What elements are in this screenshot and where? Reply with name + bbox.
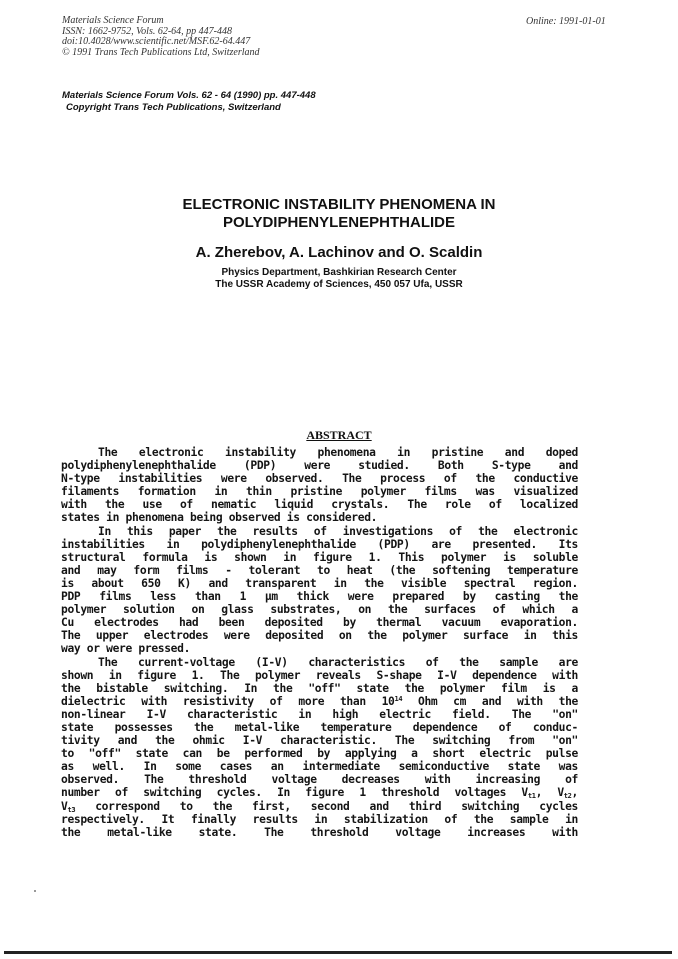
body-line: to "off" state can be performed by applying a short electric pulse	[61, 747, 578, 761]
body-line: structural formula is shown in figure 1. This polymer is soluble	[61, 550, 578, 564]
subscript: t1	[527, 792, 536, 800]
body-text: dielectric with resistivity of more than 10	[61, 694, 395, 708]
author-list: A. Zherebov, A. Lachinov and O. Scaldin	[195, 244, 483, 261]
body-line-cycles	[61, 800, 578, 813]
body-line: state possesses the metal-like temperature dependence of conduc-	[61, 720, 578, 734]
body-line: states in phenomena being observed is considered.	[61, 511, 378, 525]
body-line: PDP films less than 1 μm thick were prepared by casting the	[61, 590, 578, 604]
footer-rule	[4, 951, 672, 954]
body-line: non-linear I-V characteristic in high electric field. The "on"	[61, 707, 578, 721]
body-line: polydiphenylenephthalide (PDP) were studied. Both S-type and	[61, 459, 578, 473]
body-text: , V	[535, 786, 564, 800]
body-line: The current-voltage (I-V) characteristics of the sample are	[98, 655, 578, 669]
body-line: is about 650 K) and transparent in the visible spectral region.	[61, 576, 578, 590]
header-line-issn: ISSN: 1662-9752, Vols. 62-64, pp 447-448	[62, 25, 232, 37]
journal-copyright-line: Copyright Trans Tech Publications, Switzerland	[66, 102, 281, 113]
body-line: Cu electrodes had been deposited by thermal vacuum evaporation.	[61, 616, 578, 630]
paper-body	[61, 446, 578, 839]
journal-citation	[62, 90, 316, 114]
body-line: instabilities in polydiphenylenephthalide (PDP) are presented. Its	[61, 537, 578, 551]
body-text: Ohm cm and with the	[402, 694, 578, 708]
abstract-heading: ABSTRACT	[306, 428, 372, 442]
publication-header	[62, 16, 260, 58]
affiliation-line-2: The USSR Academy of Sciences, 450 057 Ufa, USSR	[215, 279, 463, 290]
body-line-thresholds	[61, 786, 578, 799]
affiliation	[0, 267, 678, 291]
body-text: V	[61, 799, 68, 813]
body-text: ,	[571, 786, 578, 800]
body-line-resistivity	[61, 695, 578, 708]
body-line: observed. The threshold voltage decreases with increasing of	[61, 773, 578, 787]
body-line: shown in figure 1. The polymer reveals S-shape I-V dependence with	[61, 668, 578, 682]
header-line-journal: Materials Science Forum	[62, 15, 164, 26]
exponent: 14	[394, 694, 403, 703]
body-line: the metal-like state. The threshold voltage increases with	[61, 825, 578, 839]
title-line-2: POLYDIPHENYLENEPHTHALIDE	[223, 214, 455, 231]
body-line: filaments formation in thin pristine polymer films was visualized	[61, 485, 578, 499]
body-line: respectively. It finally results in stabilization of the sample in	[61, 812, 578, 826]
body-line: with the use of nematic liquid crystals. The role of localized	[61, 498, 578, 512]
affiliation-line-1: Physics Department, Bashkirian Research Center	[221, 267, 457, 278]
journal-volume-line: Materials Science Forum Vols. 62 - 64 (1990) pp. 447-448	[62, 90, 316, 101]
body-line: the bistable switching. In the "off" state the polymer film is a	[61, 681, 578, 695]
header-line-doi[interactable]: doi:10.4028/www.scientific.net/MSF.62-64.447	[62, 36, 251, 47]
body-line: In this paper the results of investigations of the electronic	[98, 524, 578, 538]
body-line: tivity and the ohmic I-V characteristic. The switching from "on"	[61, 734, 578, 748]
body-line: as well. In some cases an intermediate semiconductive state was	[61, 760, 578, 774]
subscript: t3	[67, 805, 76, 813]
body-text: number of switching cycles. In figure 1 threshold voltages V	[61, 786, 528, 800]
title-line-1: ELECTRONIC INSTABILITY PHENOMENA IN	[182, 196, 496, 213]
online-date: Online: 1991-01-01	[526, 16, 606, 27]
body-line: The upper electrodes were deposited on the polymer surface in this	[61, 629, 578, 643]
body-line: The electronic instability phenomena in pristine and doped	[98, 446, 578, 459]
subscript: t2	[563, 792, 572, 800]
body-line: way or were pressed.	[61, 642, 191, 656]
body-text: correspond to the first, second and third switching cycles	[75, 799, 578, 813]
body-line: and may form films - tolerant to heat (the softening temperature	[61, 563, 578, 577]
scan-mark	[34, 890, 36, 892]
paper-title	[0, 196, 678, 232]
header-line-copyright: © 1991 Trans Tech Publications Ltd, Switzerland	[62, 46, 260, 58]
body-line: polymer solution on glass substrates, on the surfaces of which a	[61, 603, 578, 617]
body-line: N-type instabilities were observed. The process of the conductive	[61, 472, 578, 486]
